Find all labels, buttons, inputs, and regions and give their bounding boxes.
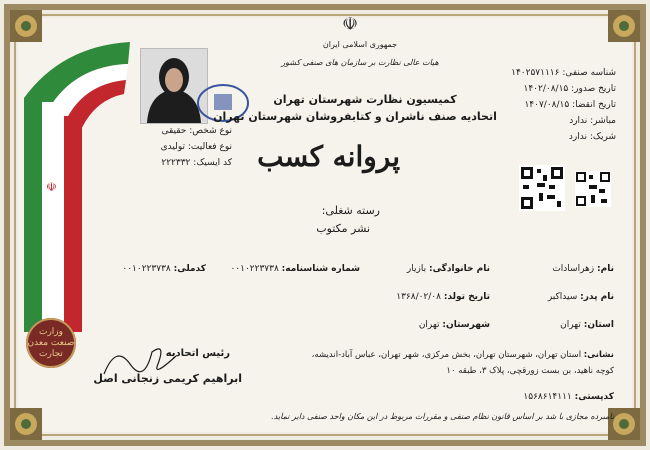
header-commission: کمیسیون نظارت شهرستان تهران xyxy=(273,93,457,106)
activity-type-row: نوع فعالیت: تولیدی xyxy=(160,142,232,152)
ornament-icon xyxy=(606,8,642,44)
expiry-date-row: تاریخ انقضا: ۱۴۰۷/۰۸/۱۵ xyxy=(524,100,616,110)
first-name-row: نام: زهراسادات xyxy=(552,264,614,274)
isic-code-row: کد ایسیک: ۲۲۲۳۳۲ xyxy=(161,158,232,168)
father-name-row: نام پدر: سیداکبر xyxy=(547,292,614,302)
guild-id-row: شناسه صنفی: ۱۴۰۲۵۷۱۱۱۶ xyxy=(511,68,616,78)
qr-code-icon xyxy=(519,165,565,211)
province-row: استان: تهران xyxy=(560,320,614,330)
header-republic: جمهوری اسلامی ایران xyxy=(322,40,398,49)
business-field-label: رسته شغلی: xyxy=(321,204,380,217)
iran-emblem-icon: ☫ xyxy=(342,14,359,35)
header-supreme-board: هیات عالی نظارت بر سازمان های صنفی کشور xyxy=(281,58,439,67)
signature-name: ابراهیم کریمی زنجانی اصل xyxy=(93,372,242,385)
flag-ribbon xyxy=(22,36,134,336)
ornament-icon xyxy=(8,406,44,442)
city-row: شهرستان: تهران xyxy=(418,320,490,330)
person-type-row: نوع شخص: حقیقی xyxy=(161,126,232,136)
birth-date-row: تاریخ تولد: ۱۳۶۸/۰۲/۰۸ xyxy=(396,292,490,302)
manager-row: مباشر: ندارد xyxy=(569,116,616,126)
address-line-1: نشانی: استان تهران، شهرستان تهران، بخش مرکزی، شهر تهران، عباس آباد-اندیشه، xyxy=(311,350,614,360)
signature-role: رئیس اتحادیه xyxy=(165,348,230,359)
qr-code-icon xyxy=(575,171,611,207)
header-union: اتحادیه صنف ناشران و کتابفروشان شهرستان تهران xyxy=(213,110,497,123)
last-name-row: نام خانوادگی: بازیار xyxy=(406,264,490,274)
ministry-seal: وزارت صنعت معدن تجارت xyxy=(26,318,76,368)
flag-emblem-icon: ☫ xyxy=(46,180,57,194)
footer-note: نامبرده مجازی با شد بر اساس قانون نظام صنفی و مقررات مربوط در این مکان واحد صنفی دایر نماید. xyxy=(271,412,614,421)
partner-row: شریک: ندارد xyxy=(568,132,616,142)
certificate-title: پروانه کسب xyxy=(257,140,400,173)
national-code-row: کدملی: ۰۰۱۰۲۲۳۷۳۸ xyxy=(122,264,206,274)
address-line-2: کوچه ناهید، بن بست زورقچی، پلاک ۳، طبقه ۱۰ xyxy=(446,366,614,376)
postal-code-row: کدپستی: ۱۵۶۸۶۱۴۱۱۱ xyxy=(523,392,614,402)
business-field-value: نشر مکتوب xyxy=(316,222,370,235)
id-number-row: شماره شناسنامه: ۰۰۱۰۲۲۳۷۳۸ xyxy=(230,264,360,274)
issue-date-row: تاریخ صدور: ۱۴۰۲/۰۸/۱۵ xyxy=(523,84,616,94)
